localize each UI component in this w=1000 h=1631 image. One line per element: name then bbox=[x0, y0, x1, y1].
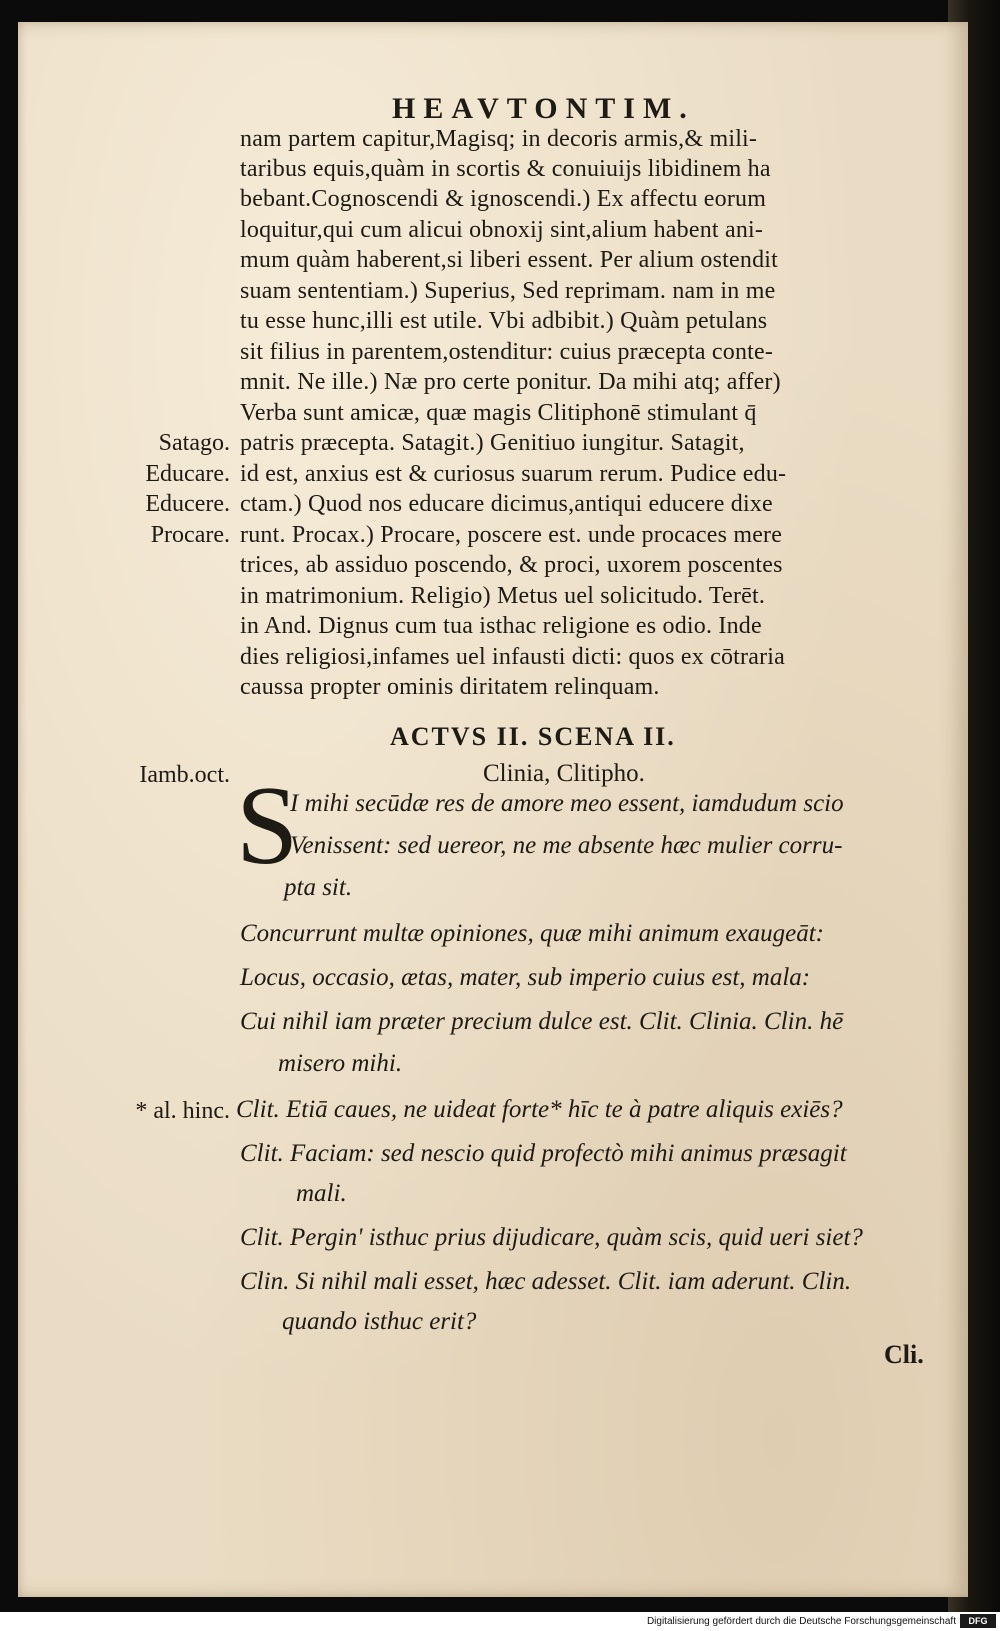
body-line: mnit. Ne ille.) Næ pro certe ponitur. Da mihi atq; affer) bbox=[240, 369, 781, 395]
body-line: dies religiosi,infames uel infausti dicti: quos ex cōtraria bbox=[240, 644, 785, 670]
body-line: suam sententiam.) Superius, Sed reprimam. nam in me bbox=[240, 278, 776, 304]
speakers-line: Clinia, Clitipho. bbox=[483, 760, 645, 787]
body-line: mum quàm haberent,si liberi essent. Per alium ostendit bbox=[240, 247, 779, 273]
dfg-logo: DFG bbox=[960, 1614, 996, 1628]
verse-line: Clit. Faciam: sed nescio quid profectò mihi animus præsagit bbox=[240, 1140, 847, 1167]
body-line: sit filius in parentem,ostenditur: cuius præcepta conte- bbox=[240, 339, 774, 365]
body-line: id est, anxius est & curiosus suarum rerum. Pudice edu- bbox=[240, 461, 787, 487]
act-heading: ACTVS II. SCENA II. bbox=[390, 722, 676, 751]
margin-note-educare: Educare. bbox=[145, 461, 230, 487]
margin-note-satago: Satago. bbox=[158, 430, 230, 456]
body-line: runt. Procax.) Procare, poscere est. unde procaces mere bbox=[240, 522, 783, 548]
footer-credit: Digitalisierung gefördert durch die Deutsche Forschungsgemeinschaft bbox=[646, 1616, 956, 1627]
drop-cap: S bbox=[236, 764, 299, 888]
metre-note: Iamb.oct. bbox=[139, 762, 230, 788]
verse-line: Cui nihil iam præter precium dulce est. Clit. Clinia. Clin. hē bbox=[240, 1008, 844, 1035]
body-line: in And. Dignus cum tua isthac religione es odio. Inde bbox=[240, 613, 762, 639]
verse-line: pta sit. bbox=[284, 874, 353, 901]
body-line: taribus equis,quàm in scortis & conuiuijs libidinem ha bbox=[240, 156, 771, 182]
body-line: patris præcepta. Satagit.) Genitiuo iungitur. Satagit, bbox=[240, 430, 745, 456]
body-line: ctam.) Quod nos educare dicimus,antiqui educere dixe bbox=[240, 491, 773, 517]
verse-line: Venissent: sed uereor, ne me absente hæc mulier corru- bbox=[290, 832, 843, 859]
verse-line: Clin. Si nihil mali esset, hæc adesset. Clit. iam aderunt. Clin. bbox=[240, 1268, 852, 1295]
verse-line: Clit. Pergin' isthuc prius dijudicare, quàm scis, quid ueri siet? bbox=[240, 1224, 863, 1251]
margin-note-educere: Educere. bbox=[145, 491, 230, 517]
verse-line: Clit. Etiā caues, ne uideat forte* hīc te à patre aliquis exiēs? bbox=[236, 1096, 843, 1123]
body-line: trices, ab assiduo poscendo, & proci, uxorem poscentes bbox=[240, 552, 783, 578]
verse-line: Locus, occasio, ætas, mater, sub imperio cuius est, mala: bbox=[240, 964, 811, 991]
body-line: Verba sunt amicæ, quæ magis Clitiphonē stimulant q̄ bbox=[240, 400, 757, 426]
verse-line: misero mihi. bbox=[278, 1050, 403, 1077]
margin-note-procare: Procare. bbox=[150, 522, 230, 548]
verse-line: mali. bbox=[296, 1180, 347, 1207]
running-head: HEAVTONTIM. bbox=[392, 92, 695, 125]
body-line: loquitur,qui cum alicui obnoxij sint,alium habent ani- bbox=[240, 217, 764, 243]
body-line: tu esse hunc,illi est utile. Vbi adbibit.) Quàm petulans bbox=[240, 308, 768, 334]
body-line: in matrimonium. Religio) Metus uel solicitudo. Terēt. bbox=[240, 583, 766, 609]
body-line: bebant.Cognoscendi & ignoscendi.) Ex affectu eorum bbox=[240, 186, 767, 212]
catchword: Cli. bbox=[884, 1340, 924, 1369]
variant-note: * al. hinc. bbox=[135, 1098, 230, 1124]
body-line: caussa propter ominis diritatem relinquam. bbox=[240, 674, 660, 700]
verse-line: I mihi secūdæ res de amore meo essent, iamdudum scio bbox=[290, 790, 844, 817]
verse-line: quando isthuc erit? bbox=[282, 1308, 477, 1335]
verse-line: Concurrunt multæ opiniones, quæ mihi animum exaugeāt: bbox=[240, 920, 824, 947]
body-line: nam partem capitur,Magisq; in decoris armis,& mili- bbox=[240, 126, 758, 152]
